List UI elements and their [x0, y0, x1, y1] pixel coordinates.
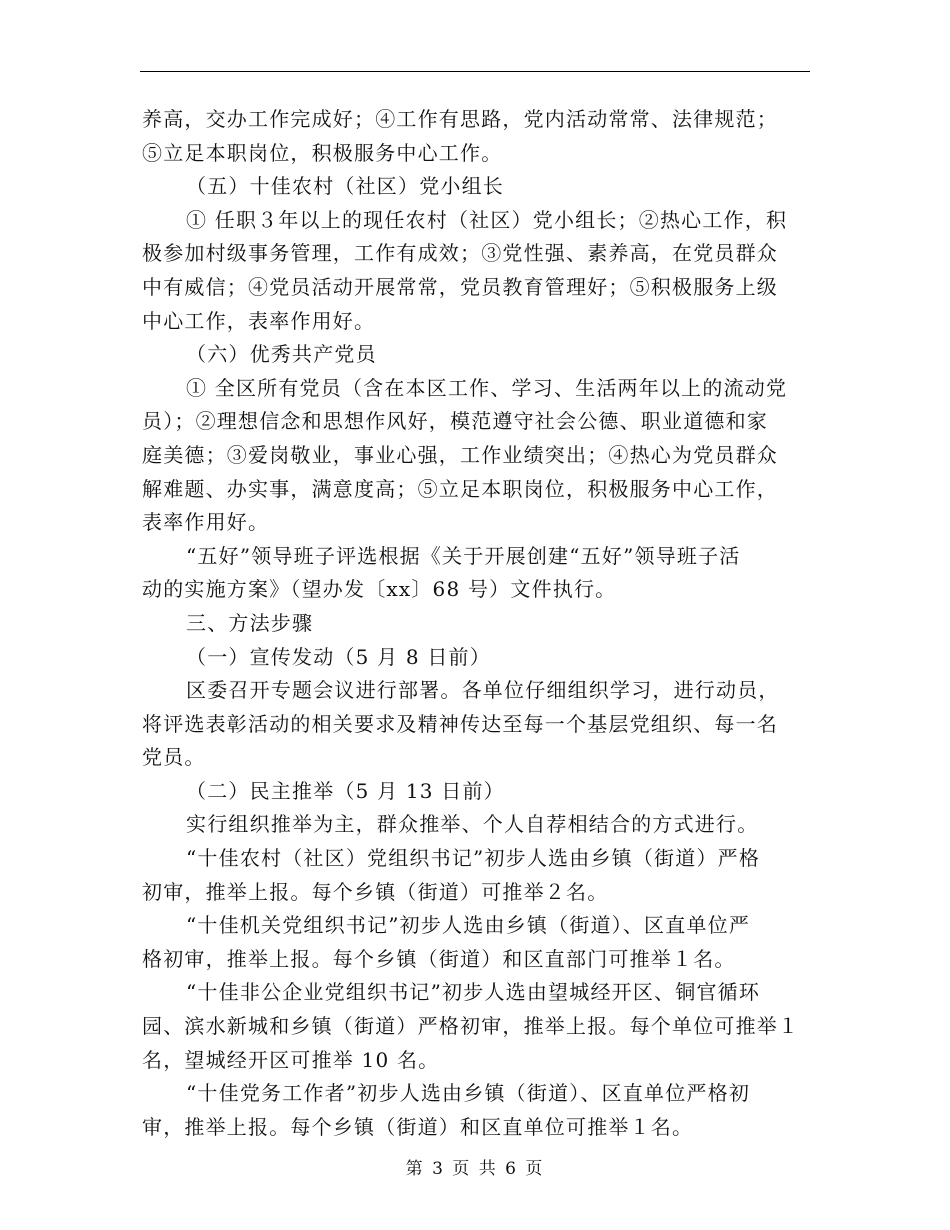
header-rule — [140, 71, 810, 72]
text-line: 名，望城经开区可推举 10 名。 — [142, 1047, 440, 1072]
text-line: （一）宣传发动（5 月 8 日前） — [186, 644, 491, 669]
text-line: ① 全区所有党员（含在本区工作、学习、生活两年以上的流动党 — [186, 375, 788, 400]
text-line: （二）民主推举（5 月 13 日前） — [186, 778, 505, 803]
text-line: “十佳机关党组织书记”初步人选由乡镇（街道）、区直单位严 — [186, 913, 751, 938]
text-line: 解难题、办实事，满意度高；⑤立足本职岗位，积极服务中心工作， — [142, 476, 778, 501]
text-line: 将评选表彰活动的相关要求及精神传达至每一个基层党组织、每一名 — [142, 711, 778, 736]
text-line: 区委召开专题会议进行部署。各单位仔细组织学习，进行动员， — [186, 678, 780, 703]
text-line: 表率作用好。 — [142, 510, 270, 535]
text-line: （六）优秀共产党员 — [186, 342, 377, 367]
text-line: 三、方法步骤 — [186, 610, 314, 635]
text-line: 格初审，推举上报。每个乡镇（街道）和区直部门可推举１名。 — [142, 946, 736, 971]
page-footer: 第 3 页 共 6 页 — [405, 1159, 545, 1179]
text-line: 极参加村级事务管理，工作有成效；③党性强、素养高，在党员群众 — [142, 241, 778, 266]
text-line: “十佳党务工作者”初步人选由乡镇（街道）、区直单位严格初 — [186, 1081, 751, 1106]
text-line: 员）；②理想信念和思想作风好，模范遵守社会公德、职业道德和家 — [142, 409, 768, 434]
text-line: 动的实施方案》（望办发〔xx〕68 号）文件执行。 — [142, 577, 617, 602]
text-line: 园、滨水新城和乡镇（街道）严格初审，推举上报。每个单位可推举１ — [142, 1014, 800, 1039]
text-line: 庭美德；③爱岗敬业，事业心强，工作业绩突出；④热心为党员群众 — [142, 442, 778, 467]
text-line: “五好”领导班子评选根据《关于开展创建“五好”领导班子活 — [186, 543, 741, 568]
text-line: 党员。 — [142, 745, 206, 770]
text-line: （五）十佳农村（社区）党小组长 — [186, 174, 504, 199]
text-line: 中心工作，表率作用好。 — [142, 308, 376, 333]
document-body — [142, 103, 810, 1144]
text-line: 初审，推举上报。每个乡镇（街道）可推举２名。 — [142, 879, 609, 904]
text-line: 实行组织推举为主，群众推举、个人自荐相结合的方式进行。 — [186, 812, 759, 837]
text-line: 养高，交办工作完成好；④工作有思路，党内活动常常、法律规范； — [142, 107, 778, 131]
text-line: “十佳非公企业党组织书记”初步人选由望城经开区、铜官循环 — [186, 980, 761, 1005]
text-line: 审，推举上报。每个乡镇（街道）和区直单位可推举１名。 — [142, 1114, 694, 1139]
text-line: “十佳农村（社区）党组织书记”初步人选由乡镇（街道）严格 — [186, 846, 761, 871]
text-line: ① 任职３年以上的现任农村（社区）党小组长；②热心工作，积 — [186, 207, 788, 232]
text-line: ⑤立足本职岗位，积极服务中心工作。 — [142, 140, 503, 165]
text-line: 中有威信；④党员活动开展常常，党员教育管理好；⑤积极服务上级 — [142, 274, 778, 299]
